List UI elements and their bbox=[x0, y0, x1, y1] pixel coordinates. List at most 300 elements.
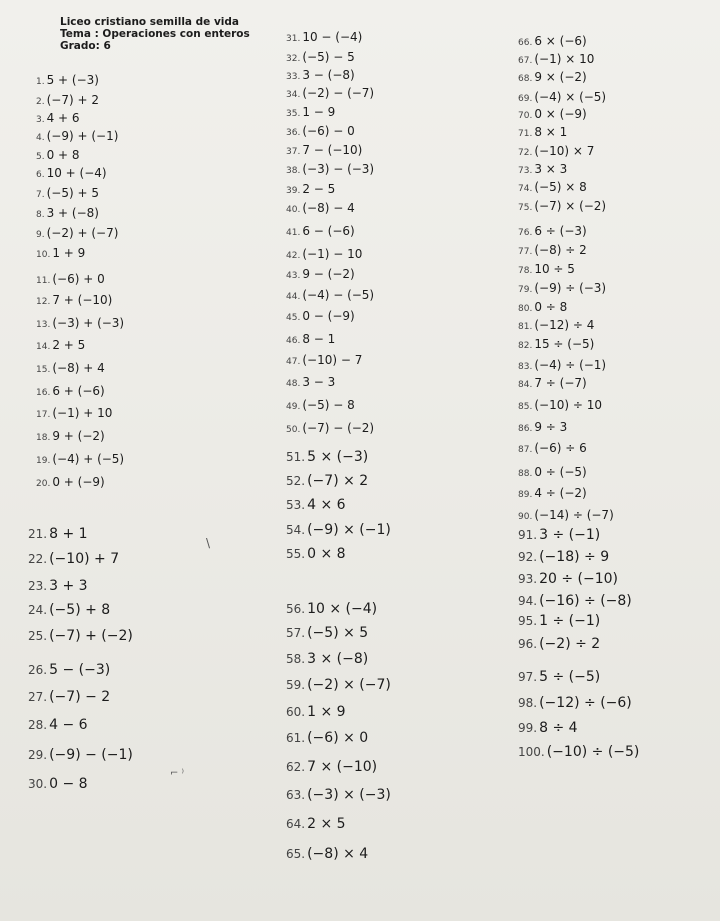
exercise-number: 30. bbox=[28, 777, 48, 791]
exercise-expression: (−2) × (−7) bbox=[307, 677, 391, 693]
exercise-item bbox=[28, 688, 110, 704]
exercise-expression: 5 × (−3) bbox=[307, 449, 369, 465]
exercise-number: 32. bbox=[286, 54, 301, 64]
exercise-item bbox=[518, 241, 587, 257]
exercise-number: 29. bbox=[28, 748, 48, 762]
exercise-number: 16. bbox=[36, 388, 51, 398]
exercise-item bbox=[286, 815, 346, 831]
exercise-expression: 6 ÷ (−3) bbox=[534, 224, 587, 238]
exercise-number: 81. bbox=[518, 322, 533, 332]
exercise-expression: 7 × (−10) bbox=[307, 759, 378, 775]
exercise-expression: (−4) ÷ (−1) bbox=[534, 358, 607, 372]
exercise-expression: 5 ÷ (−5) bbox=[539, 669, 601, 685]
exercise-item bbox=[286, 66, 355, 82]
exercise-expression: (−10) ÷ (−5) bbox=[546, 744, 640, 760]
exercise-expression: (−7) + 2 bbox=[46, 93, 99, 107]
exercise-number: 22. bbox=[28, 552, 48, 566]
exercise-item bbox=[36, 109, 80, 125]
exercise-number: 25. bbox=[28, 629, 48, 643]
exercise-expression: 7 + (−10) bbox=[52, 293, 113, 307]
exercise-expression: (−2) + (−7) bbox=[46, 226, 119, 240]
exercise-expression: 9 − (−2) bbox=[302, 267, 355, 281]
exercise-expression: 20 ÷ (−10) bbox=[539, 571, 619, 587]
exercise-number: 10. bbox=[36, 250, 51, 260]
exercise-number: 33. bbox=[286, 72, 301, 82]
exercise-item bbox=[36, 336, 85, 352]
pen-mark: ⌐ ⁾ bbox=[170, 768, 185, 779]
exercise-item bbox=[518, 222, 587, 238]
exercise-expression: (−7) × (−2) bbox=[534, 199, 607, 213]
exercise-number: 84. bbox=[518, 380, 533, 390]
exercise-item bbox=[28, 525, 88, 541]
exercise-expression: 4 + 6 bbox=[46, 111, 80, 125]
exercise-expression: 8 × 1 bbox=[534, 125, 568, 139]
exercise-number: 52. bbox=[286, 474, 306, 488]
exercise-expression: (−6) × 0 bbox=[307, 730, 369, 746]
exercise-item bbox=[286, 48, 355, 64]
exercise-number: 4. bbox=[36, 133, 45, 143]
exercise-item bbox=[286, 472, 368, 488]
exercise-expression: (−5) − 8 bbox=[302, 398, 355, 412]
exercise-item bbox=[518, 88, 606, 104]
exercise-number: 76. bbox=[518, 228, 533, 238]
exercise-item bbox=[286, 545, 346, 561]
exercise-item bbox=[518, 548, 609, 564]
exercise-expression: 0 × 8 bbox=[307, 546, 346, 562]
exercise-item bbox=[286, 180, 335, 196]
exercise-number: 20. bbox=[36, 479, 51, 489]
exercise-expression: (−8) × 4 bbox=[307, 846, 369, 862]
exercise-expression: (−9) × (−1) bbox=[307, 522, 391, 538]
exercise-number: 36. bbox=[286, 128, 301, 138]
exercise-number: 2. bbox=[36, 97, 45, 107]
exercise-item bbox=[36, 127, 118, 143]
exercise-item bbox=[286, 448, 368, 464]
exercise-expression: 0 + (−9) bbox=[52, 475, 105, 489]
exercise-item bbox=[518, 374, 587, 390]
exercise-item bbox=[286, 396, 355, 412]
exercise-number: 80. bbox=[518, 304, 533, 314]
exercise-expression: 3 × 3 bbox=[534, 162, 568, 176]
exercise-expression: (−10) ÷ 10 bbox=[534, 398, 602, 412]
exercise-item bbox=[518, 612, 600, 628]
exercise-expression: (−5) × 5 bbox=[307, 625, 369, 641]
exercise-item bbox=[36, 450, 124, 466]
exercise-expression: 3 + 3 bbox=[49, 578, 88, 594]
exercise-expression: (−3) − (−3) bbox=[302, 162, 375, 176]
exercise-expression: 10 ÷ 5 bbox=[534, 262, 575, 276]
exercise-number: 86. bbox=[518, 424, 533, 434]
exercise-number: 17. bbox=[36, 410, 51, 420]
exercise-item bbox=[518, 743, 639, 759]
exercise-expression: (−4) − (−5) bbox=[302, 288, 375, 302]
exercise-item bbox=[518, 50, 594, 66]
exercise-number: 83. bbox=[518, 362, 533, 372]
exercise-item bbox=[518, 178, 587, 194]
exercise-number: 68. bbox=[518, 74, 533, 84]
exercise-item bbox=[286, 330, 335, 346]
exercise-number: 19. bbox=[36, 456, 51, 466]
exercise-expression: (−3) × (−3) bbox=[307, 787, 391, 803]
exercise-item bbox=[286, 245, 362, 261]
exercise-expression: (−2) − (−7) bbox=[302, 86, 375, 100]
exercise-expression: (−12) ÷ (−6) bbox=[539, 695, 632, 711]
exercise-expression: 5 + (−3) bbox=[46, 73, 99, 87]
exercise-expression: (−5) + 8 bbox=[49, 602, 111, 618]
exercise-item bbox=[286, 703, 346, 719]
exercise-number: 69. bbox=[518, 94, 533, 104]
exercise-expression: (−9) ÷ (−3) bbox=[534, 281, 607, 295]
exercise-item bbox=[286, 758, 377, 774]
exercise-expression: (−8) ÷ 2 bbox=[534, 243, 587, 257]
exercise-item bbox=[36, 270, 105, 286]
exercise-number: 6. bbox=[36, 170, 45, 180]
exercise-number: 38. bbox=[286, 166, 301, 176]
exercise-item bbox=[36, 359, 105, 375]
exercise-expression: 3 − 3 bbox=[302, 375, 336, 389]
exercise-number: 13. bbox=[36, 320, 51, 330]
exercise-number: 79. bbox=[518, 285, 533, 295]
exercise-number: 9. bbox=[36, 230, 45, 240]
exercise-number: 41. bbox=[286, 228, 301, 238]
exercise-expression: 3 − (−8) bbox=[302, 68, 355, 82]
exercise-number: 90. bbox=[518, 512, 533, 522]
exercise-item bbox=[286, 199, 355, 215]
exercise-number: 94. bbox=[518, 594, 538, 608]
exercise-expression: 8 − 1 bbox=[302, 332, 336, 346]
exercise-expression: 0 − (−9) bbox=[302, 309, 355, 323]
exercise-item bbox=[518, 142, 594, 158]
exercise-number: 73. bbox=[518, 166, 533, 176]
exercise-expression: 1 − 9 bbox=[302, 105, 336, 119]
exercise-expression: 9 × (−2) bbox=[534, 70, 587, 84]
exercise-expression: (−7) + (−2) bbox=[49, 628, 133, 644]
exercise-item bbox=[518, 298, 567, 314]
exercise-item bbox=[286, 103, 335, 119]
exercise-number: 70. bbox=[518, 111, 533, 121]
exercise-number: 27. bbox=[28, 690, 48, 704]
exercise-item bbox=[28, 746, 133, 762]
exercise-number: 28. bbox=[28, 718, 48, 732]
exercise-item bbox=[518, 68, 587, 84]
exercise-number: 66. bbox=[518, 38, 533, 48]
exercise-expression: 0 ÷ (−5) bbox=[534, 465, 587, 479]
exercise-number: 49. bbox=[286, 402, 301, 412]
exercise-number: 61. bbox=[286, 731, 306, 745]
exercise-item bbox=[286, 286, 374, 302]
exercise-number: 97. bbox=[518, 670, 538, 684]
worksheet-topic: Tema : Operaciones con enteros bbox=[60, 28, 250, 40]
exercise-number: 99. bbox=[518, 721, 538, 735]
exercise-item bbox=[286, 160, 374, 176]
exercise-number: 89. bbox=[518, 490, 533, 500]
exercise-number: 54. bbox=[286, 523, 306, 537]
exercise-number: 23. bbox=[28, 579, 48, 593]
exercise-item bbox=[286, 141, 362, 157]
exercise-number: 18. bbox=[36, 433, 51, 443]
exercise-expression: 2 × 5 bbox=[307, 816, 346, 832]
exercise-expression: 4 ÷ (−2) bbox=[534, 486, 587, 500]
exercise-item bbox=[286, 122, 355, 138]
exercise-expression: (−1) × 10 bbox=[534, 52, 595, 66]
exercise-number: 11. bbox=[36, 276, 51, 286]
exercise-expression: 0 + 8 bbox=[46, 148, 80, 162]
exercise-number: 87. bbox=[518, 445, 533, 455]
exercise-expression: (−5) + 5 bbox=[46, 186, 99, 200]
exercise-item bbox=[518, 32, 587, 48]
exercise-expression: 4 − 6 bbox=[49, 717, 88, 733]
exercise-number: 1. bbox=[36, 77, 45, 87]
exercise-number: 92. bbox=[518, 550, 538, 564]
exercise-expression: (−9) − (−1) bbox=[49, 747, 133, 763]
exercise-expression: (−10) × 7 bbox=[534, 144, 595, 158]
exercise-expression: (−2) ÷ 2 bbox=[539, 636, 601, 652]
exercise-expression: 9 + (−2) bbox=[52, 429, 105, 443]
exercise-number: 12. bbox=[36, 297, 51, 307]
exercise-number: 62. bbox=[286, 760, 306, 774]
exercise-item bbox=[36, 473, 105, 489]
exercise-expression: 10 + (−4) bbox=[46, 166, 107, 180]
exercise-expression: 8 ÷ 4 bbox=[539, 720, 578, 736]
exercise-expression: (−3) + (−3) bbox=[52, 316, 125, 330]
exercise-number: 8. bbox=[36, 210, 45, 220]
exercise-number: 44. bbox=[286, 292, 301, 302]
exercise-item bbox=[518, 694, 632, 710]
exercise-number: 59. bbox=[286, 678, 306, 692]
exercise-expression: (−7) × 2 bbox=[307, 473, 369, 489]
exercise-item bbox=[518, 260, 575, 276]
exercise-number: 47. bbox=[286, 357, 301, 367]
exercise-item bbox=[518, 635, 600, 651]
exercise-item bbox=[518, 356, 606, 372]
school-name: Liceo cristiano semilla de vida bbox=[60, 16, 239, 28]
exercise-number: 60. bbox=[286, 705, 306, 719]
exercise-expression: (−18) ÷ 9 bbox=[539, 549, 610, 565]
exercise-expression: (−7) − (−2) bbox=[302, 421, 375, 435]
exercise-number: 57. bbox=[286, 626, 306, 640]
exercise-number: 56. bbox=[286, 602, 306, 616]
exercise-number: 24. bbox=[28, 603, 48, 617]
exercise-expression: (−10) + 7 bbox=[49, 551, 120, 567]
exercise-expression: (−10) − 7 bbox=[302, 353, 363, 367]
exercise-number: 42. bbox=[286, 251, 301, 261]
exercise-expression: (−6) + 0 bbox=[52, 272, 105, 286]
exercise-expression: (−1) − 10 bbox=[302, 247, 363, 261]
exercise-number: 43. bbox=[286, 271, 301, 281]
exercise-expression: 10 × (−4) bbox=[307, 601, 378, 617]
exercise-item bbox=[36, 244, 85, 260]
exercise-expression: 8 + 1 bbox=[49, 526, 88, 542]
exercise-item bbox=[36, 184, 99, 200]
exercise-expression: (−6) ÷ 6 bbox=[534, 441, 587, 455]
exercise-number: 75. bbox=[518, 203, 533, 213]
exercise-expression: 7 − (−10) bbox=[302, 143, 363, 157]
exercise-number: 65. bbox=[286, 847, 306, 861]
exercise-number: 39. bbox=[286, 186, 301, 196]
exercise-item bbox=[286, 845, 368, 861]
exercise-expression: 0 × (−9) bbox=[534, 107, 587, 121]
exercise-item bbox=[518, 418, 567, 434]
exercise-number: 67. bbox=[518, 56, 533, 66]
exercise-item bbox=[28, 550, 119, 566]
exercise-expression: (−7) − 2 bbox=[49, 689, 111, 705]
exercise-number: 55. bbox=[286, 547, 306, 561]
exercise-item bbox=[518, 105, 587, 121]
exercise-expression: 1 + 9 bbox=[52, 246, 86, 260]
exercise-expression: 2 − 5 bbox=[302, 182, 336, 196]
exercise-item bbox=[286, 650, 368, 666]
exercise-item bbox=[518, 506, 614, 522]
exercise-expression: 9 ÷ 3 bbox=[534, 420, 568, 434]
exercise-number: 93. bbox=[518, 572, 538, 586]
exercise-expression: 0 ÷ 8 bbox=[534, 300, 568, 314]
exercise-expression: 6 × (−6) bbox=[534, 34, 587, 48]
exercise-item bbox=[36, 382, 105, 398]
exercise-number: 78. bbox=[518, 266, 533, 276]
exercise-item bbox=[518, 439, 587, 455]
exercise-item bbox=[518, 197, 606, 213]
exercise-expression: 2 + 5 bbox=[52, 338, 86, 352]
exercise-number: 48. bbox=[286, 379, 301, 389]
exercise-item bbox=[286, 676, 391, 692]
exercise-item bbox=[28, 627, 133, 643]
exercise-expression: 1 × 9 bbox=[307, 704, 346, 720]
exercise-expression: (−16) ÷ (−8) bbox=[539, 593, 632, 609]
exercise-expression: (−14) ÷ (−7) bbox=[534, 508, 614, 522]
exercise-item bbox=[36, 91, 99, 107]
exercise-expression: (−5) − 5 bbox=[302, 50, 355, 64]
exercise-item bbox=[518, 123, 567, 139]
exercise-number: 7. bbox=[36, 190, 45, 200]
exercise-number: 88. bbox=[518, 469, 533, 479]
exercise-item bbox=[518, 570, 618, 586]
exercise-item bbox=[36, 427, 105, 443]
exercise-number: 98. bbox=[518, 696, 538, 710]
exercise-item bbox=[36, 224, 118, 240]
exercise-item bbox=[28, 577, 88, 593]
exercise-number: 100. bbox=[518, 745, 545, 759]
exercise-number: 96. bbox=[518, 637, 538, 651]
exercise-item bbox=[286, 600, 377, 616]
exercise-number: 40. bbox=[286, 205, 301, 215]
exercise-number: 51. bbox=[286, 450, 306, 464]
exercise-expression: 3 + (−8) bbox=[46, 206, 99, 220]
exercise-item bbox=[286, 222, 355, 238]
exercise-expression: 5 − (−3) bbox=[49, 662, 111, 678]
exercise-number: 31. bbox=[286, 34, 301, 44]
exercise-number: 14. bbox=[36, 342, 51, 352]
exercise-number: 21. bbox=[28, 527, 48, 541]
exercise-item bbox=[286, 521, 391, 537]
exercise-number: 26. bbox=[28, 663, 48, 677]
exercise-item bbox=[36, 291, 112, 307]
exercise-expression: (−4) × (−5) bbox=[534, 90, 607, 104]
exercise-item bbox=[28, 775, 88, 791]
exercise-expression: 6 − (−6) bbox=[302, 224, 355, 238]
exercise-number: 34. bbox=[286, 90, 301, 100]
exercise-item bbox=[286, 351, 362, 367]
exercise-item bbox=[518, 592, 632, 608]
exercise-number: 53. bbox=[286, 498, 306, 512]
exercise-item bbox=[28, 661, 110, 677]
exercise-item bbox=[286, 419, 374, 435]
exercise-expression: 3 ÷ (−1) bbox=[539, 527, 601, 543]
exercise-number: 91. bbox=[518, 528, 538, 542]
exercise-item bbox=[36, 204, 99, 220]
exercise-number: 46. bbox=[286, 336, 301, 346]
exercise-number: 74. bbox=[518, 184, 533, 194]
exercise-item bbox=[286, 624, 368, 640]
exercise-item bbox=[36, 71, 99, 87]
exercise-item bbox=[28, 716, 88, 732]
exercise-number: 82. bbox=[518, 341, 533, 351]
exercise-item bbox=[518, 484, 587, 500]
exercise-expression: 7 ÷ (−7) bbox=[534, 376, 587, 390]
exercise-item bbox=[28, 601, 110, 617]
exercise-expression: (−9) + (−1) bbox=[46, 129, 119, 143]
exercise-number: 58. bbox=[286, 652, 306, 666]
exercise-expression: 1 ÷ (−1) bbox=[539, 613, 601, 629]
exercise-expression: 4 × 6 bbox=[307, 497, 346, 513]
exercise-number: 50. bbox=[286, 425, 301, 435]
exercise-item bbox=[518, 316, 594, 332]
grade-label: Grado: 6 bbox=[60, 40, 111, 52]
exercise-item bbox=[518, 335, 594, 351]
exercise-expression: 3 × (−8) bbox=[307, 651, 369, 667]
exercise-item bbox=[286, 265, 355, 281]
exercise-expression: 10 − (−4) bbox=[302, 30, 363, 44]
exercise-expression: 6 + (−6) bbox=[52, 384, 105, 398]
exercise-item bbox=[36, 404, 112, 420]
exercise-number: 71. bbox=[518, 129, 533, 139]
exercise-item bbox=[286, 28, 362, 44]
exercise-item bbox=[286, 373, 335, 389]
exercise-number: 45. bbox=[286, 313, 301, 323]
exercise-number: 15. bbox=[36, 365, 51, 375]
exercise-item bbox=[286, 786, 391, 802]
exercise-item bbox=[286, 496, 346, 512]
exercise-number: 64. bbox=[286, 817, 306, 831]
exercise-number: 85. bbox=[518, 402, 533, 412]
exercise-item bbox=[286, 307, 355, 323]
exercise-item bbox=[36, 314, 124, 330]
exercise-expression: 15 ÷ (−5) bbox=[534, 337, 595, 351]
exercise-expression: (−8) + 4 bbox=[52, 361, 105, 375]
exercise-item bbox=[518, 279, 606, 295]
exercise-item bbox=[518, 526, 600, 542]
exercise-item bbox=[518, 463, 587, 479]
exercise-number: 63. bbox=[286, 788, 306, 802]
exercise-expression: (−6) − 0 bbox=[302, 124, 355, 138]
exercise-number: 72. bbox=[518, 148, 533, 158]
exercise-number: 3. bbox=[36, 115, 45, 125]
exercise-item bbox=[36, 146, 80, 162]
exercise-number: 35. bbox=[286, 109, 301, 119]
exercise-item bbox=[286, 729, 368, 745]
pen-mark: \ bbox=[206, 536, 211, 550]
exercise-number: 95. bbox=[518, 614, 538, 628]
exercise-item bbox=[518, 719, 578, 735]
exercise-expression: (−12) ÷ 4 bbox=[534, 318, 595, 332]
exercise-expression: (−4) + (−5) bbox=[52, 452, 125, 466]
exercise-expression: (−1) + 10 bbox=[52, 406, 113, 420]
exercise-expression: (−8) − 4 bbox=[302, 201, 355, 215]
exercise-expression: 0 − 8 bbox=[49, 776, 88, 792]
exercise-number: 5. bbox=[36, 152, 45, 162]
exercise-number: 37. bbox=[286, 147, 301, 157]
exercise-item bbox=[36, 164, 107, 180]
exercise-item bbox=[518, 668, 600, 684]
